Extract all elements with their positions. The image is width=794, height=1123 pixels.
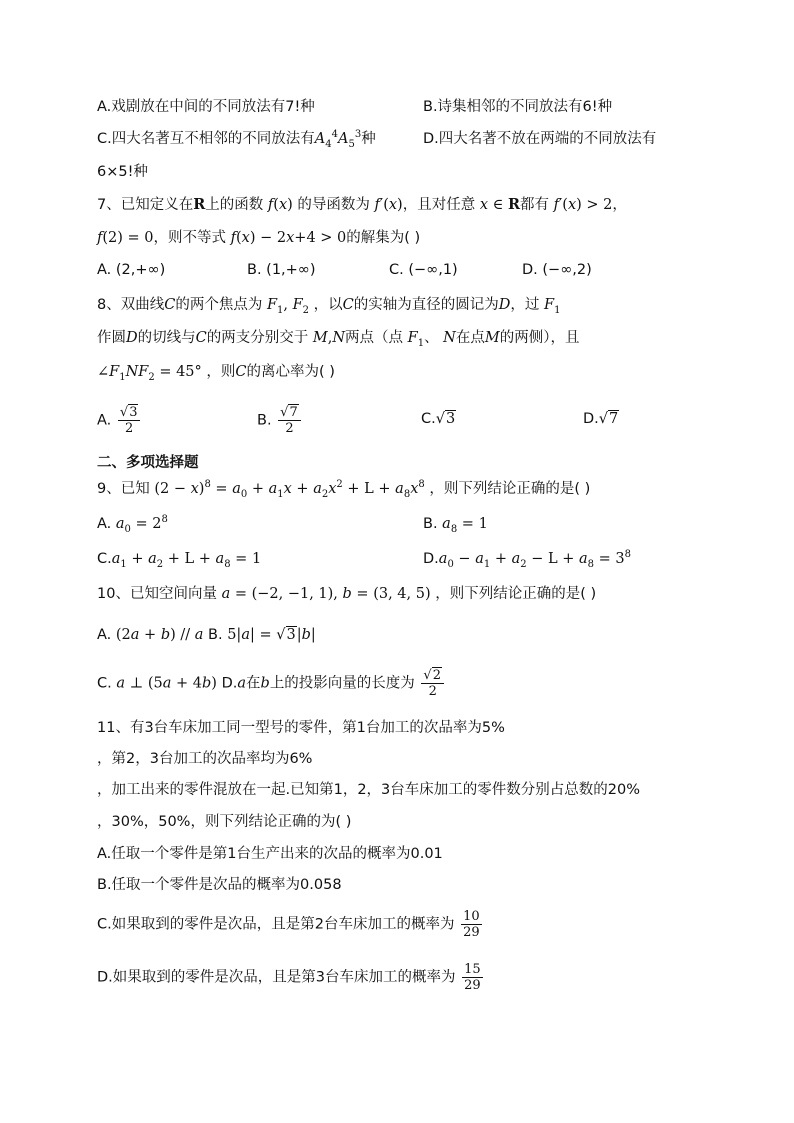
q11-stem-line3: ，加工出来的零件混放在一起.已知第1，2，3台车床加工的零件数分别占总数的20% xyxy=(97,782,641,798)
q7-stem-line1: 7、已知定义在R上的函数 f(x) 的导函数为 f′(x)，且对任意 x ∈ R都有 f′(x) > 2， xyxy=(97,196,627,213)
q11-option-a: A.任取一个零件是第1台生产出来的次品的概率为0.01 xyxy=(97,846,443,862)
q7-option-a: A. (2,+∞) xyxy=(97,262,166,278)
q11-option-c: C.如果取到的零件是次品，且是第2台车床加工的概率为 $\frac{10}{29}$ xyxy=(97,909,480,940)
q10-stem: 10、已知空间向量 a = (−2, −1, 1), b = (3, 4, 5) ，则下列结论正确的是( ) xyxy=(97,586,597,602)
q7-option-d: D. (−∞,2) xyxy=(522,262,592,278)
q8-stem-line2: 作圆D的切线与C的两支分别交于 M,N两点（点 $F_1$、 N在点M的两侧），且 xyxy=(97,330,580,349)
q8-stem-line1: 8、双曲线C的两个焦点为 $F_1$, $F_2$ ，以C的实轴为直径的圆记为D，过 $F_1$ xyxy=(97,297,561,316)
q7-option-c: C. (−∞,1) xyxy=(389,262,458,278)
q8-option-d: D.√7 xyxy=(583,411,619,427)
q11-option-b: B.任取一个零件是次品的概率为0.058 xyxy=(97,877,342,893)
q11-stem-line2: ，第2，3台加工的次品率均为6% xyxy=(97,751,313,767)
q9-option-b: B. $a_8 = 1$ xyxy=(423,516,488,535)
q8-option-b: B. $\frac{√7}{2}$ xyxy=(257,405,303,436)
q6-option-b: B.诗集相邻的不同放法有6!种 xyxy=(423,99,613,115)
q9-option-c: $C.a_1 + a_2 + L + a_8 = 1$ xyxy=(97,551,262,570)
q8-option-a: A. $\frac{√3}{2}$ xyxy=(97,405,142,436)
q6-option-a: A.戏剧放在中间的不同放法有7!种 xyxy=(97,99,315,115)
q8-option-c: C.√3 xyxy=(421,411,456,427)
q11-stem-line4: ，30%，50%，则下列结论正确的为( ) xyxy=(97,814,352,830)
q9-option-d: $D.a_0 - a_1 + a_2 - L + a_8 = 3^8$ xyxy=(423,549,631,570)
q9-stem: 9、已知 $(2 - x)^8 = a_0 + a_1x + a_2x^2 + L + a_8x^8$ ，则下列结论正确的是( ) xyxy=(97,479,591,500)
q10-option-a-b: A. (2a + b) // a B. 5|a| = √3|b| xyxy=(97,627,316,643)
q11-stem-line1: 11、有3台车床加工同一型号的零件，第1台加工的次品率为5% xyxy=(97,720,505,736)
q9-option-a: A. $a_0 = 2^8$ xyxy=(97,514,168,535)
section-heading: 二、多项选择题 xyxy=(97,455,199,471)
q6-option-c: C.四大名著互不相邻的不同放法有$A_4^4A_5^3$种 xyxy=(97,129,376,150)
q7-stem-line2: f(2) = 0，则不等式 f(x) − 2x+4 > 0的解集为( ) xyxy=(97,230,421,246)
q10-option-c-d: C. a ⊥ (5a + 4b) D.a在b上的投影向量的长度为 $\frac{√2}{2}$ xyxy=(97,668,446,699)
q8-stem-line3: $\angle F_1NF_2 = 45^\circ$ ，则C的离心率为( ) xyxy=(97,364,335,383)
q7-option-b: B. (1,+∞) xyxy=(247,262,316,278)
q6-option-d: D.四大名著不放在两端的不同放法有 xyxy=(423,131,657,147)
q6-option-d-cont: 6×5!种 xyxy=(97,164,148,180)
q11-option-d: D.如果取到的零件是次品，且是第3台车床加工的概率为 $\frac{15}{29}$ xyxy=(97,962,481,993)
